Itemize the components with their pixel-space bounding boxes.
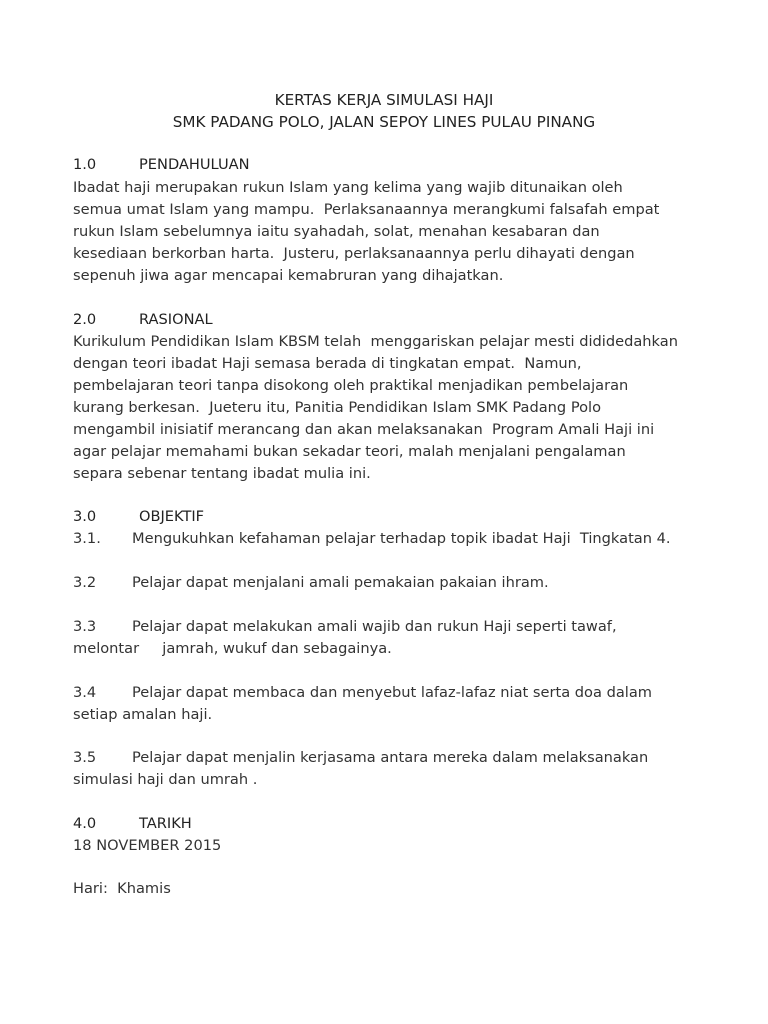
objective-text: Pelajar dapat menjalin kerjasama antara mereka dalam melaksanakan (132, 749, 649, 766)
objective-item (73, 528, 671, 550)
section-2-line: Kurikulum Pendidikan Islam KBSM telah menggariskan pelajar mesti dididedahkan (73, 333, 678, 350)
section-2-line: mengambil inisiatif merancang dan akan melaksanakan Program Amali Haji ini (73, 421, 655, 438)
section-1-line: Ibadat haji merupakan rukun Islam yang kelima yang wajib ditunaikan oleh (73, 179, 623, 196)
section-1-title: PENDAHULUAN (139, 156, 250, 173)
section-1-number: 1.0 (73, 156, 97, 173)
section-2-line: dengan teori ibadat Haji semasa berada di tingkatan empat. Namun, (73, 355, 582, 372)
objective-text: Pelajar dapat menjalani amali pemakaian pakaian ihram. (132, 574, 549, 591)
section-2-number: 2.0 (73, 311, 97, 328)
section-2-heading (73, 309, 213, 331)
objective-text-continued: melontar jamrah, wukuf dan sebagainya. (73, 640, 392, 657)
section-2-line: pembelajaran teori tanpa disokong oleh praktikal menjadikan pembelajaran (73, 377, 629, 394)
section-1-line: semua umat Islam yang mampu. Perlaksanaannya merangkumi falsafah empat (73, 201, 660, 218)
section-2-line: separa sebenar tentang ibadat mulia ini. (73, 465, 371, 482)
section-1-line: rukun Islam sebelumnya iaitu syahadah, solat, menahan kesabaran dan (73, 223, 600, 240)
objective-number: 3.5 (73, 749, 97, 766)
section-2-title: RASIONAL (139, 311, 213, 328)
objective-item (73, 616, 617, 638)
objective-number: 3.2 (73, 574, 97, 591)
objective-item (73, 572, 549, 594)
objective-item (73, 682, 652, 704)
section-3-number: 3.0 (73, 508, 97, 525)
section-2-line: kurang berkesan. Jueteru itu, Panitia Pendidikan Islam SMK Padang Polo (73, 399, 602, 416)
objective-text-continued: simulasi haji dan umrah . (73, 771, 258, 788)
document-title: KERTAS KERJA SIMULASI HAJI (274, 91, 494, 109)
section-1-line: kesediaan berkorban harta. Justeru, perlaksanaannya perlu dihayati dengan (73, 245, 635, 262)
section-4-heading (73, 813, 192, 835)
event-date: 18 NOVEMBER 2015 (73, 837, 222, 854)
objective-number: 3.4 (73, 684, 97, 701)
objective-item (73, 747, 648, 769)
section-4-number: 4.0 (73, 815, 97, 832)
objective-number: 3.3 (73, 618, 97, 635)
objective-text: Mengukuhkan kefahaman pelajar terhadap topik ibadat Haji Tingkatan 4. (132, 530, 671, 547)
section-3-title: OBJEKTIF (139, 508, 205, 525)
event-day: Hari: Khamis (73, 880, 171, 897)
section-3-heading (73, 506, 204, 528)
section-2-line: agar pelajar memahami bukan sekadar teori, malah menjalani pengalaman (73, 443, 626, 460)
section-1-heading (73, 154, 250, 176)
objective-text: Pelajar dapat membaca dan menyebut lafaz-lafaz niat serta doa dalam (132, 684, 652, 701)
objective-number: 3.1. (73, 530, 101, 547)
objective-text: Pelajar dapat melakukan amali wajib dan rukun Haji seperti tawaf, (132, 618, 617, 635)
document-subtitle: SMK PADANG POLO, JALAN SEPOY LINES PULAU PINANG (172, 113, 596, 131)
objective-text-continued: setiap amalan haji. (73, 706, 213, 723)
section-1-line: sepenuh jiwa agar mencapai kemabruran yang dihajatkan. (73, 267, 504, 284)
section-4-title: TARIKH (139, 815, 192, 832)
